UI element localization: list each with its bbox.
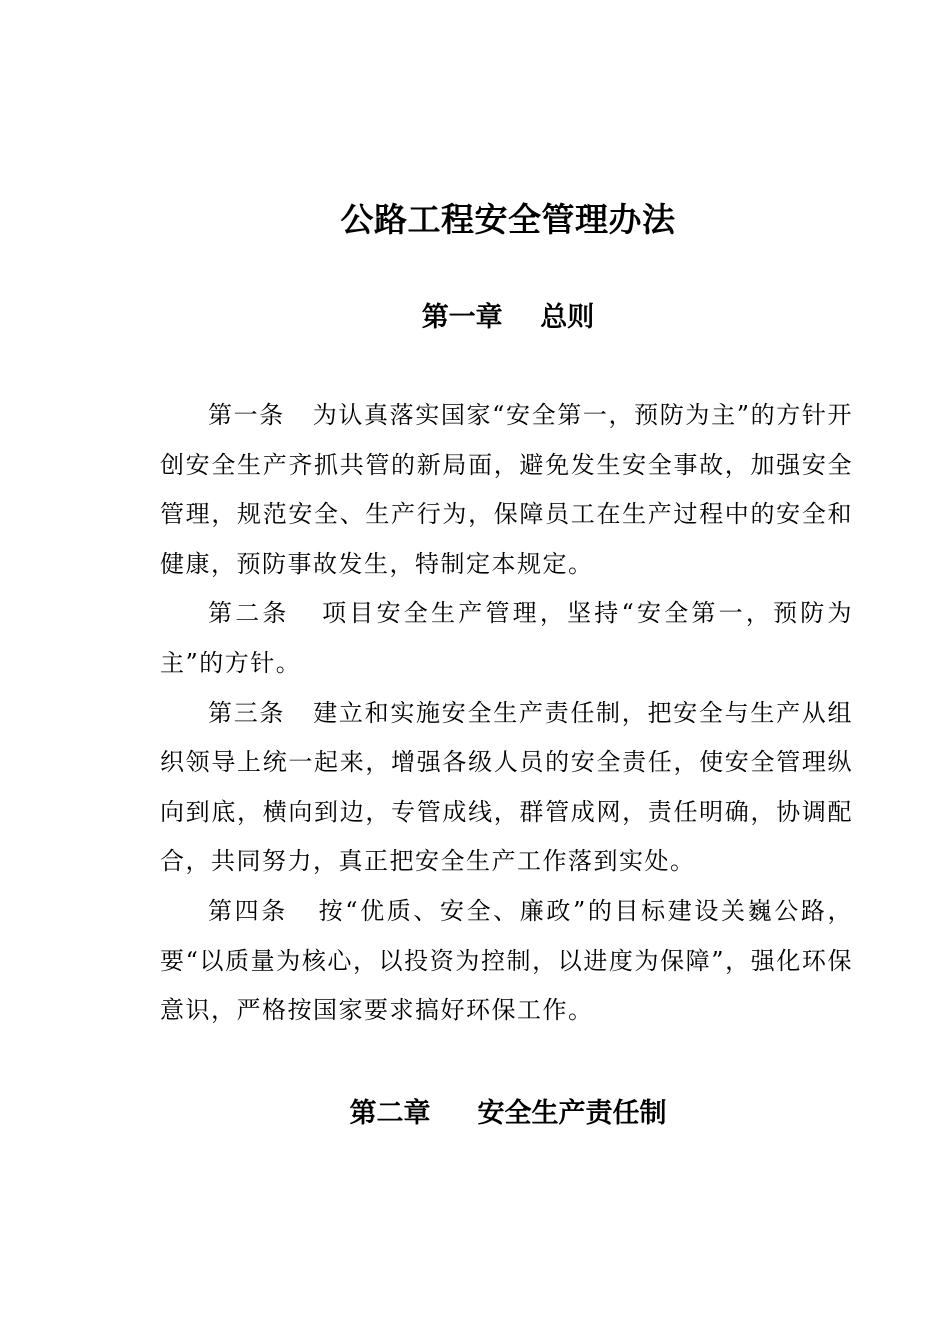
- article-3-text: 建立和实施安全生产责任制，把安全与生产从组织领导上统一起来，增强各级人员的安全责任，使安全管理纵向到底，横向到边，专管成线，群管成网，责任明确，协调配合，共同努力，真正把安全生产工作落到实处。: [160, 698, 854, 876]
- article-2-text: 项目安全生产管理，坚持“安全第一，预防为主”的方针。: [160, 599, 853, 677]
- document-title: 公路工程安全管理办法: [340, 200, 676, 239]
- chapter-1-body: [160, 391, 853, 1036]
- article-1: [160, 391, 853, 589]
- article-4-label: 第四条: [208, 896, 319, 925]
- article-1-label: 第一条: [208, 401, 313, 429]
- chapter-heading-2: 第二章 安全生产责任制: [349, 1098, 667, 1129]
- article-4: [160, 887, 853, 1036]
- article-2: [160, 589, 853, 688]
- article-2-label: 第二条: [208, 599, 323, 628]
- chapter-heading-1: 第一章 总则: [421, 302, 595, 333]
- article-3: [160, 689, 853, 887]
- article-4-text: 按“优质、安全、廉政”的目标建设关巍公路，要“以质量为核心，以投资为控制，以进度为保障”，强化环保意识，严格按国家要求搞好环保工作。: [160, 896, 853, 1025]
- article-1-text: 为认真落实国家“安全第一，预防为主”的方针开创安全生产齐抓共管的新局面，避免发生安全事故，加强安全管理，规范安全、生产行为，保障员工在生产过程中的安全和健康，预防事故发生，特制定本规定。: [160, 401, 853, 578]
- article-3-label: 第三条: [208, 698, 314, 727]
